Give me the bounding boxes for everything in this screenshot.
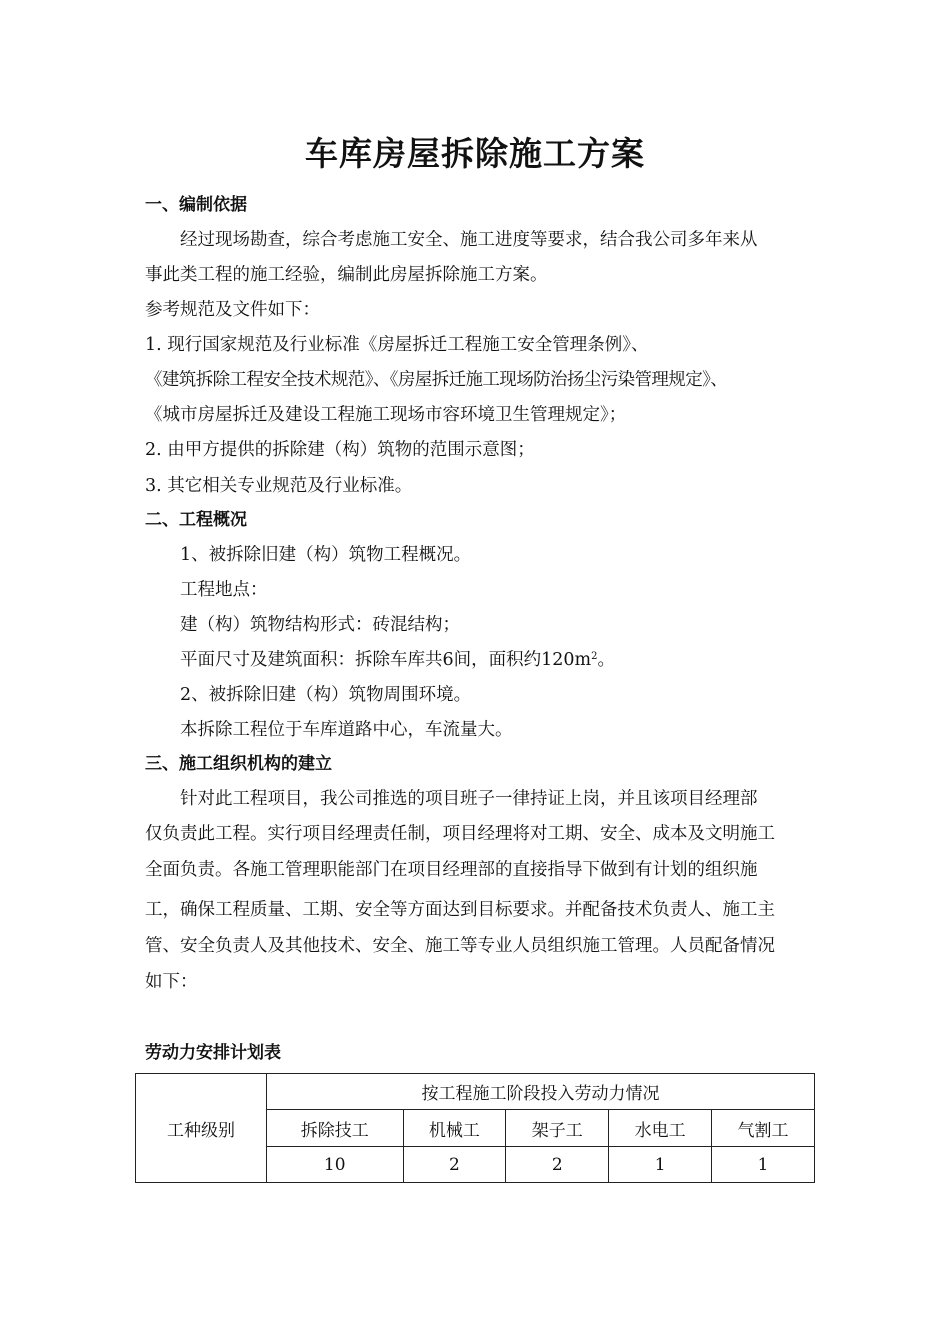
group-header-cell: 按工程施工阶段投入劳动力情况 (267, 1074, 815, 1110)
value-cell: 10 (267, 1147, 404, 1183)
table-caption: 劳动力安排计划表 (145, 1043, 281, 1063)
paragraph-line: 事此类工程的施工经验，编制此房屋拆除施工方案。 (145, 265, 548, 285)
paragraph-line: 1、被拆除旧建（构）筑物工程概况。 (180, 545, 472, 565)
labor-plan-table (135, 1073, 815, 1183)
reference-item-1: 1. 现行国家规范及行业标准《房屋拆迁工程施工安全管理条例》、 (145, 335, 649, 355)
paragraph-line: 经过现场勘查，综合考虑施工安全、施工进度等要求，结合我公司多年来从 (180, 230, 758, 250)
reference-item-1-cont: 《建筑拆除工程安全技术规范》、《房屋拆迁施工现场防治扬尘污染管理规定》、 (145, 370, 728, 390)
paragraph-line: 参考规范及文件如下： (145, 300, 320, 320)
value-cell: 1 (712, 1147, 815, 1183)
paragraph-line: 针对此工程项目，我公司推选的项目班子一律持证上岗，并且该项目经理部 (180, 789, 758, 809)
reference-item-1-cont: 《城市房屋拆迁及建设工程施工现场市容环境卫生管理规定》； (145, 405, 627, 425)
paragraph-line: 本拆除工程位于车库道路中心，车流量大。 (180, 720, 513, 740)
paragraph-line: 2、被拆除旧建（构）筑物周围环境。 (180, 685, 472, 705)
paragraph-line: 工程地点： (180, 580, 268, 600)
area-text: 平面尺寸及建筑面积：拆除车库共6间，面积约120m (180, 650, 592, 670)
area-line (180, 648, 850, 672)
column-header-cell: 气割工 (712, 1110, 815, 1147)
row-header-cell: 工种级别 (136, 1074, 267, 1183)
reference-item-3: 3. 其它相关专业规范及行业标准。 (145, 476, 413, 496)
area-superscript: 2 (591, 651, 598, 662)
value-cell: 2 (403, 1147, 506, 1183)
paragraph-line: 全面负责。各施工管理职能部门在项目经理部的直接指导下做到有计划的组织施 (145, 860, 758, 880)
table-row (136, 1074, 815, 1110)
column-header-cell: 机械工 (403, 1110, 506, 1147)
paragraph-line: 建（构）筑物结构形式：砖混结构； (180, 615, 460, 635)
column-header-cell: 拆除技工 (267, 1110, 404, 1147)
area-suffix: 。 (597, 650, 616, 670)
value-cell: 2 (506, 1147, 609, 1183)
paragraph-line: 如下： (145, 972, 198, 992)
section-heading-overview: 二、工程概况 (145, 510, 247, 530)
reference-item-2: 2. 由甲方提供的拆除建（构）筑物的范围示意图； (145, 440, 535, 460)
paragraph-line: 仅负责此工程。实行项目经理责任制，项目经理将对工期、安全、成本及文明施工 (145, 824, 775, 844)
column-header-cell: 架子工 (506, 1110, 609, 1147)
document-title: 车库房屋拆除施工方案 (305, 134, 645, 173)
column-header-cell: 水电工 (609, 1110, 712, 1147)
paragraph-line: 管、安全负责人及其他技术、安全、施工等专业人员组织施工管理。人员配备情况 (145, 936, 775, 956)
section-heading-organization: 三、施工组织机构的建立 (145, 754, 332, 774)
paragraph-line: 工，确保工程质量、工期、安全等方面达到目标要求。并配备技术负责人、施工主 (145, 900, 775, 920)
section-heading-basis: 一、编制依据 (145, 195, 247, 215)
value-cell: 1 (609, 1147, 712, 1183)
